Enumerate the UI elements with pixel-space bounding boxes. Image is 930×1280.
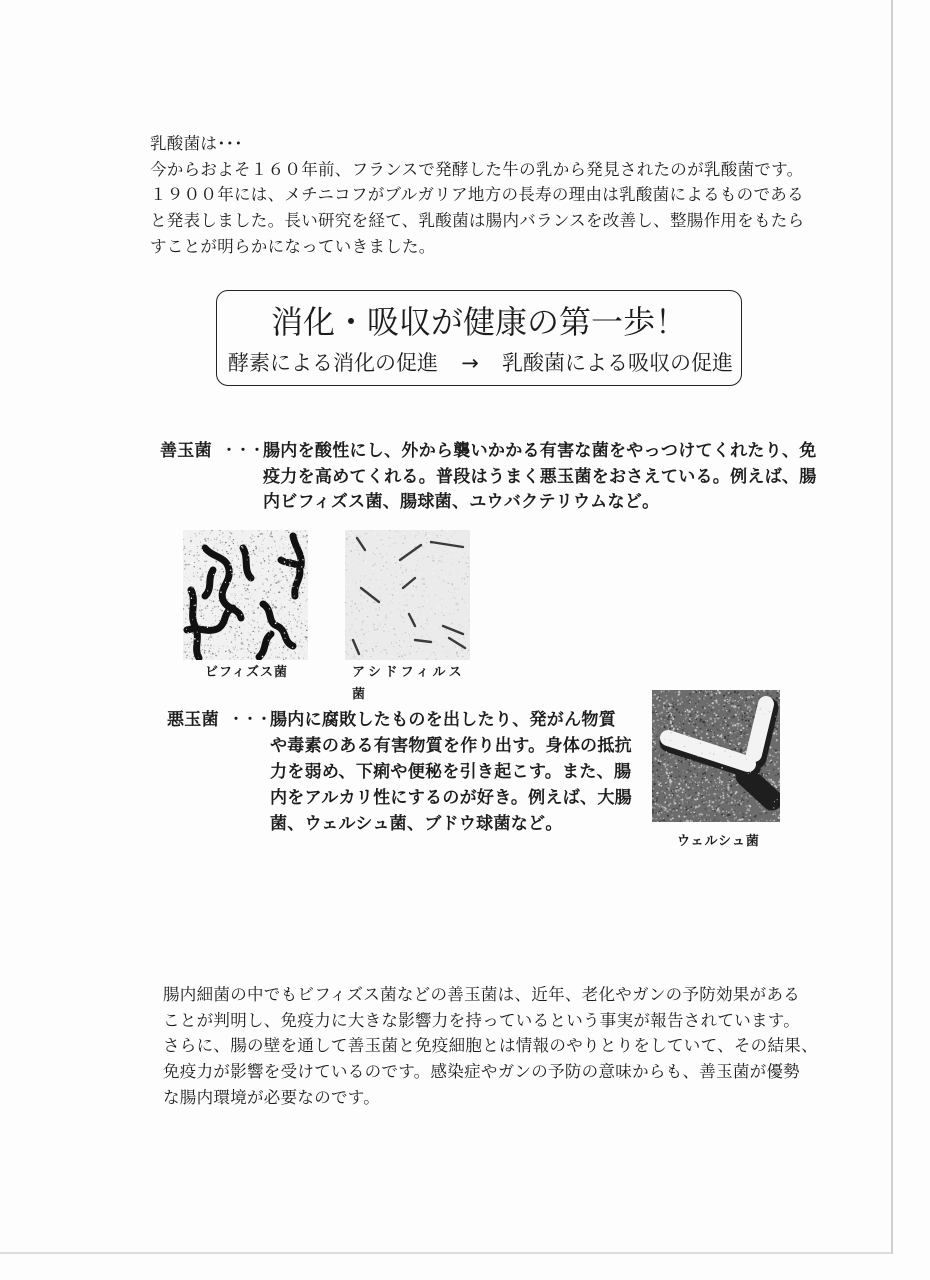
conclusion-section	[163, 982, 818, 1111]
acidophilus-micrograph	[345, 530, 470, 660]
callout-right-text: 乳酸菌による吸収の促進	[502, 351, 733, 375]
good-bacteria-line: 疫力を高めてくれる。普段はうまく悪玉菌をおさえている。例えば、腸	[263, 466, 817, 487]
conclusion-line: な腸内環境が必要なのです。	[163, 1087, 381, 1107]
good-bacteria-leader-dots: ・・・	[222, 443, 264, 459]
bifidus-caption: ビフィズス菌	[205, 665, 288, 680]
conclusion-line: 免疫力が影響を受けているのです。感染症やガンの予防の意味からも、善玉菌が優勢	[163, 1062, 801, 1082]
acidophilus-caption	[352, 662, 465, 706]
good-bacteria-line: 内ビフィズス菌、腸球菌、ユウバクテリウムなど。	[263, 492, 660, 512]
right-arrow-icon: →	[461, 351, 479, 375]
intro-section	[150, 131, 804, 260]
callout-left-text: 酵素による消化の促進	[228, 351, 438, 375]
conclusion-line: ことが判明し、免疫力に大きな影響力を持っているという事実が報告されています。	[163, 1010, 801, 1030]
intro-line: １９００年には、メチニコフがブルガリア地方の長寿の理由は乳酸菌によるものである	[150, 185, 804, 205]
good-bacteria-line: 腸内を酸性にし、外から襲いかかる有害な菌をやっつけてくれたり、免	[263, 441, 817, 461]
intro-heading: 乳酸菌は･･･	[150, 134, 243, 153]
acidophilus-caption-line: 菌	[352, 687, 369, 702]
bad-bacteria-line: や毒素のある有害物質を作り出す。身体の抵抗	[270, 736, 632, 756]
bad-bacteria-line: 腸内に腐敗したものを出したり、発がん物質	[270, 710, 616, 730]
bad-bacteria-label: 悪玉菌	[167, 710, 219, 730]
bad-bacteria-description	[270, 707, 632, 837]
intro-line: と発表しました。長い研究を経て、乳酸菌は腸内バランスを改善し、整腸作用をもたら	[150, 211, 805, 231]
intro-line: すことが明らかになっていきました。	[150, 236, 436, 256]
bad-bacteria-leader-dots: ・・・	[229, 712, 271, 728]
conclusion-line: さらに、腸の壁を通して善玉菌と免疫細胞とは情報のやりとりをしていて、その結果、	[163, 1036, 818, 1056]
intro-line: 今からおよそ１６０年前、フランスで発酵した牛の乳から発見されたのが乳酸菌です。	[150, 159, 804, 179]
welchii-caption: ウェルシュ菌	[677, 834, 760, 849]
welchii-micrograph	[652, 690, 780, 822]
bad-bacteria-line: 力を弱め、下痢や便秘を引き起こす。また、腸	[270, 762, 632, 782]
callout-box	[216, 290, 742, 386]
conclusion-line: 腸内細菌の中でもビフィズス菌などの善玉菌は、近年、老化やガンの予防効果がある	[163, 985, 801, 1004]
bad-bacteria-line: 菌、ウェルシュ菌、ブドウ球菌など。	[270, 814, 563, 834]
acidophilus-caption-line: アシドフィルス	[352, 665, 466, 680]
callout-title: 消化・吸収が健康の第一歩！	[270, 303, 687, 341]
good-bacteria-description	[263, 439, 817, 516]
bifidobacterium-micrograph	[183, 530, 308, 660]
bad-bacteria-line: 内をアルカリ性にするのが好き。例えば、大腸	[270, 788, 632, 808]
good-bacteria-label: 善玉菌	[160, 441, 212, 461]
callout-subtitle	[228, 350, 733, 376]
